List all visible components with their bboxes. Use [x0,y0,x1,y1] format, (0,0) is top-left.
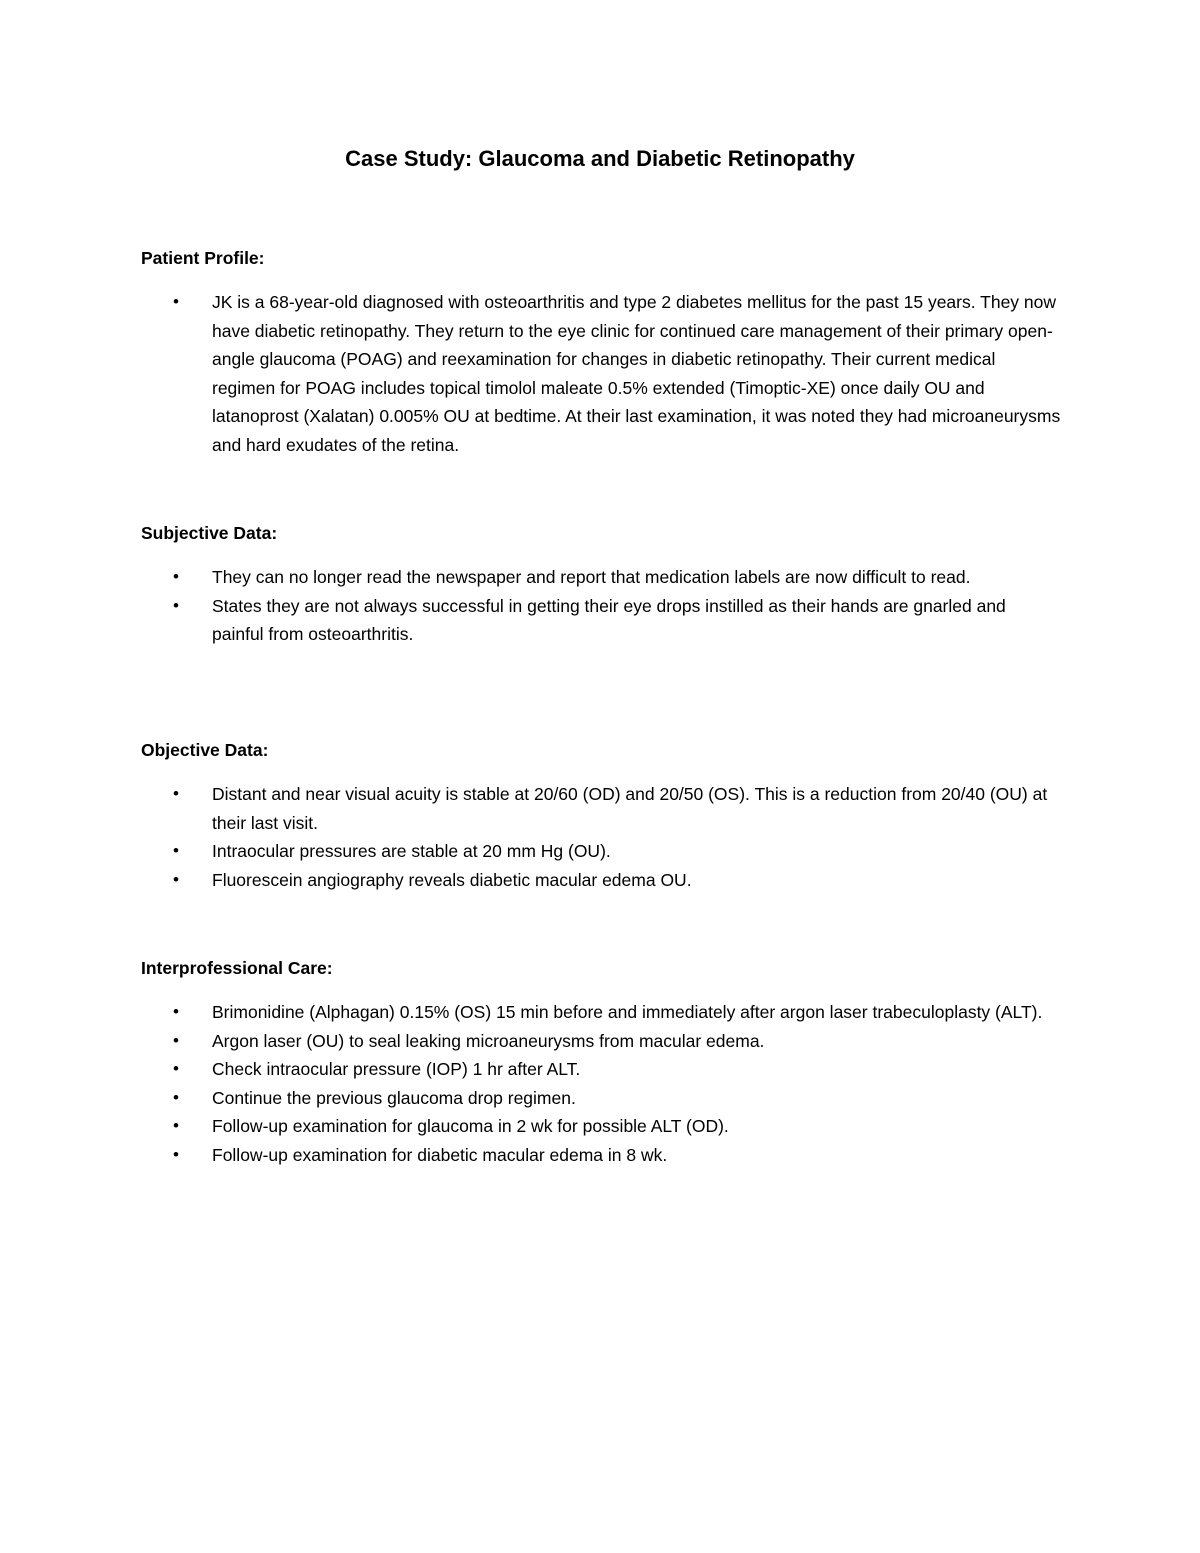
bullet-icon: • [173,1002,179,1021]
list-item [141,1084,1061,1113]
bullet-icon: • [173,1144,179,1164]
section-subjective-data [141,519,1061,649]
list-item-text: JK is a 68-year-old diagnosed with osteoarthritis and type 2 diabetes mellitus for the past 15 years. They now have diabetic retinopathy. They return to the eye clinic for continued care management of their primary open-angle glaucoma (POAG) and reexamination for changes in diabetic retinopathy. Their current medical regimen for POAG includes topical timolol maleate 0.5% extended (Timoptic-XE) once daily OU and latanoprost (Xalatan) 0.005% OU at bedtime. At their last examination, it was noted they had microaneurysms and hard exudates of the retina. [212,292,1061,455]
list-item [141,780,1061,837]
bullet-icon: • [173,1087,179,1107]
list-item-text: They can no longer read the newspaper and report that medication labels are now difficult to read. [212,567,971,587]
list-item-text: Brimonidine (Alphagan) 0.15% (OS) 15 min before and immediately after argon laser trabeculoplasty (ALT). [212,1002,1043,1022]
section-patient-profile [141,244,1061,459]
bullet-icon: • [173,1059,179,1078]
bullet-icon: • [173,1116,179,1135]
bullet-icon: • [173,292,179,311]
list-item [141,1112,1061,1141]
bullet-list [141,563,1061,649]
list-item [141,288,1061,459]
bullet-list [141,998,1061,1169]
list-item [141,563,1061,592]
list-item-text: Check intraocular pressure (IOP) 1 hr after ALT. [212,1059,581,1079]
page-title: Case Study: Glaucoma and Diabetic Retinopathy [345,146,855,171]
bullet-icon: • [173,1030,179,1050]
list-item [141,1141,1061,1170]
list-item-text: Fluorescein angiography reveals diabetic macular edema OU. [212,869,692,890]
bullet-list [141,780,1061,894]
list-item [141,1027,1061,1056]
section-objective-data [141,736,1061,894]
list-item-text: States they are not always successful in getting their eye drops instilled as their hands are gnarled and painful from osteoarthritis. [212,595,1006,644]
bullet-icon: • [173,869,179,889]
section-heading: Interprofessional Care: [141,958,333,978]
list-item-text: Follow-up examination for glaucoma in 2 wk for possible ALT (OD). [212,1116,729,1136]
list-item [141,866,1061,895]
section-heading: Objective Data: [141,740,269,760]
list-item [141,1055,1061,1084]
list-item-text: Intraocular pressures are stable at 20 mm Hg (OU). [212,841,611,861]
list-item [141,592,1061,649]
section-heading: Subjective Data: [141,523,278,543]
list-item-text: Argon laser (OU) to seal leaking microaneurysms from macular edema. [212,1030,765,1051]
list-item [141,998,1061,1027]
section-interprofessional-care [141,954,1061,1169]
bullet-icon: • [173,567,179,586]
section-heading: Patient Profile: [141,248,265,268]
list-item-text: Follow-up examination for diabetic macular edema in 8 wk. [212,1144,668,1165]
list-item [141,837,1061,866]
bullet-icon: • [173,595,179,615]
list-item-text: Continue the previous glaucoma drop regimen. [212,1087,576,1108]
bullet-icon: • [173,784,179,803]
bullet-icon: • [173,841,179,860]
bullet-list [141,288,1061,459]
list-item-text: Distant and near visual acuity is stable at 20/60 (OD) and 20/50 (OS). This is a reduction from 20/40 (OU) at their last visit. [212,784,1048,833]
